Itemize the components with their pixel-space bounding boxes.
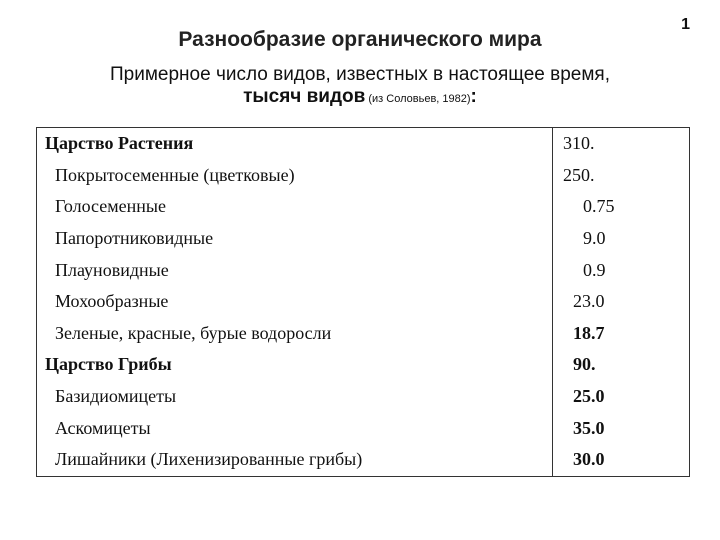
subtitle-unit: тысяч видов: [243, 86, 366, 107]
subtitle-line-2: [0, 86, 720, 108]
table-row: [37, 381, 690, 413]
table-row-kingdom-fungi: [37, 349, 690, 381]
species-table: [36, 127, 690, 477]
row-value: 250.: [563, 164, 595, 185]
row-value: 9.0: [583, 228, 606, 249]
table-row: [37, 444, 690, 476]
row-name: Базидиомицеты: [37, 381, 553, 413]
table-row: [37, 254, 690, 286]
row-name: Папоротниковидные: [37, 223, 553, 255]
subtitle-source: (из Соловьев, 1982): [365, 93, 471, 105]
table-row: [37, 412, 690, 444]
row-name: Царство Растения: [37, 128, 553, 160]
row-value: 310.: [563, 133, 595, 154]
subtitle-line-1: Примерное число видов, известных в настоящее время,: [110, 64, 610, 85]
row-value: 25.0: [573, 386, 605, 407]
row-value: 35.0: [573, 417, 605, 438]
row-name: Царство Грибы: [37, 349, 553, 381]
subtitle-colon: :: [470, 86, 477, 107]
row-value: 0.9: [583, 259, 606, 280]
row-value: 18.7: [573, 322, 605, 343]
table-row: [37, 318, 690, 350]
row-name: Лишайники (Лихенизированные грибы): [37, 444, 553, 476]
row-name: Мохообразные: [37, 286, 553, 318]
table-row: [37, 160, 690, 192]
row-name: Зеленые, красные, бурые водоросли: [37, 318, 553, 350]
row-name: Покрытосеменные (цветковые): [37, 160, 553, 192]
slide-number: 1: [681, 16, 690, 33]
table-row: [37, 286, 690, 318]
row-name: Голосеменные: [37, 191, 553, 223]
row-value: 90.: [573, 354, 596, 375]
table-row: [37, 223, 690, 255]
page-title: Разнообразие органического мира: [178, 28, 542, 51]
row-name: Аскомицеты: [37, 412, 553, 444]
table-row: [37, 191, 690, 223]
row-value: 30.0: [573, 449, 605, 470]
row-value: 0.75: [583, 196, 615, 217]
row-value: 23.0: [573, 291, 605, 312]
table-row-kingdom-plants: [37, 128, 690, 160]
row-name: Плауновидные: [37, 254, 553, 286]
